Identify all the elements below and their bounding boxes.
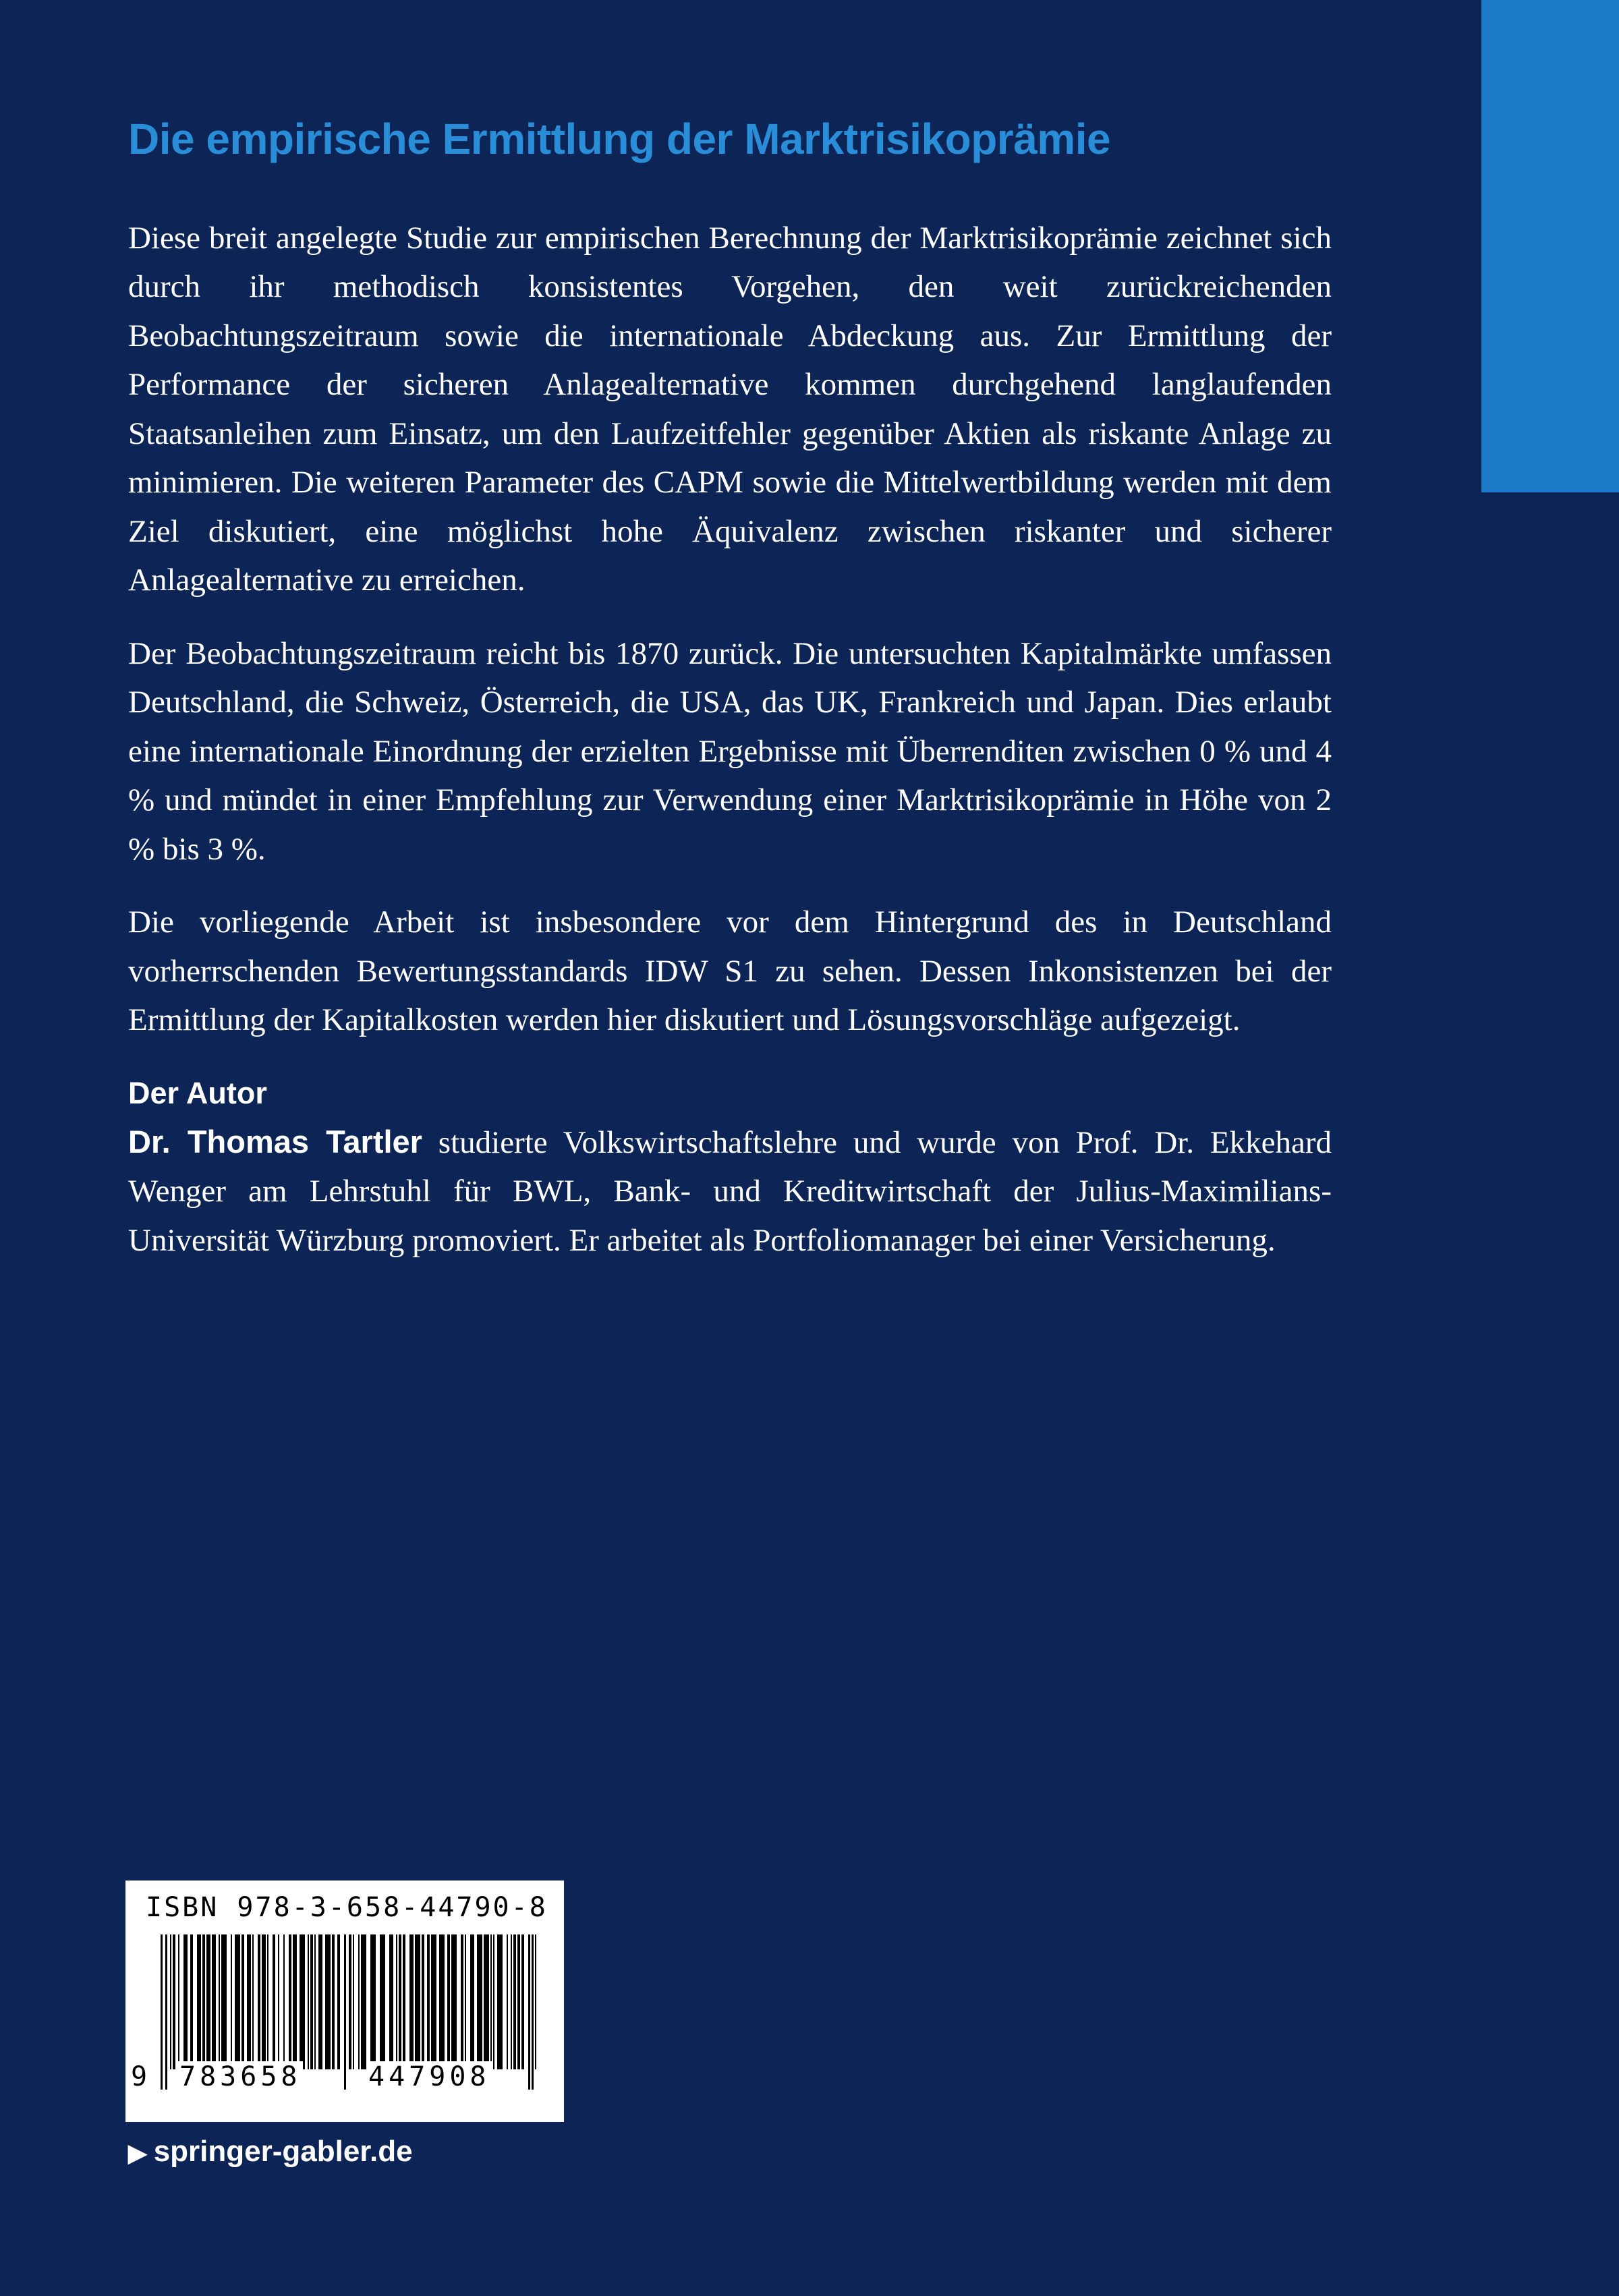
- barcode-bar: [247, 1934, 251, 2069]
- barcode-bar: [219, 1934, 220, 2069]
- barcode-bar: [258, 1934, 260, 2069]
- barcode-bar: [310, 1934, 313, 2069]
- publisher-website[interactable]: [128, 2131, 413, 2173]
- barcode-digits-group-1: 783658: [179, 2061, 302, 2092]
- barcode-bar: [325, 1934, 331, 2069]
- barcode-bar: [396, 1934, 397, 2069]
- barcode-bar: [507, 1934, 508, 2069]
- barcode-digits-group-2: 447908: [368, 2061, 490, 2092]
- barcode-bar: [337, 1934, 340, 2069]
- barcode-bar: [409, 1934, 414, 2069]
- barcode-bar: [202, 1934, 205, 2069]
- barcode-bar: [465, 1934, 466, 2069]
- barcode-bar: [535, 1934, 536, 2069]
- barcode-bar: [403, 1934, 405, 2069]
- barcode-bar: [278, 1934, 279, 2069]
- barcode-bar: [521, 1934, 524, 2069]
- isbn-barcode: [125, 1881, 564, 2122]
- accent-strip: [1481, 0, 1619, 492]
- barcode-bar: [183, 1934, 188, 2069]
- barcode-bar: [344, 1934, 346, 2090]
- barcode-bar: [293, 1934, 297, 2069]
- barcode-bar: [349, 1934, 351, 2069]
- barcode-bar: [358, 1934, 360, 2069]
- barcode-bar: [528, 1934, 530, 2090]
- back-cover-text: [128, 113, 1332, 1289]
- barcode-bar: [399, 1934, 401, 2069]
- description-paragraph-2: Der Beobachtungszeitraum reicht bis 1870 zurück. Die untersuchten Kapitalmärkte umfassen Deutschland, die Schweiz, Österreich, die USA, das UK, Frankreich und Japan. Dies erlaubt eine internationale Einordnung der erzielten Ergebnisse mit Überrenditen zwischen 0 % und 4 % und mündet in einer Empfehlung zur Verwendung einer Marktrisikoprämie in Höhe von 2 % bis 3 %.: [128, 635, 1332, 867]
- barcode-bar: [314, 1934, 316, 2069]
- barcode-bar: [197, 1934, 201, 2069]
- barcode-bar: [431, 1934, 436, 2069]
- barcode-bar: [190, 1934, 193, 2069]
- barcode-bar: [273, 1934, 275, 2069]
- isbn-label: ISBN 978-3-658-44790-8: [146, 1892, 548, 1923]
- barcode-bar: [451, 1934, 457, 2069]
- barcode-bar: [332, 1934, 335, 2069]
- barcode-bar: [490, 1934, 492, 2069]
- barcode-bar: [173, 1934, 175, 2069]
- barcode-bar: [484, 1934, 489, 2069]
- barcode-bar: [353, 1934, 354, 2069]
- barcode-bar: [422, 1934, 424, 2069]
- barcode-bar: [517, 1934, 520, 2069]
- barcode-bar: [427, 1934, 430, 2069]
- barcode-bar: [308, 1934, 309, 2069]
- barcode-bar: [447, 1934, 450, 2069]
- barcode-bar: [532, 1934, 534, 2090]
- author-bio: [128, 1118, 1332, 1265]
- author-heading: Der Autor: [128, 1075, 267, 1110]
- barcode-digit-first: 9: [131, 2061, 148, 2092]
- barcode-bar: [267, 1934, 268, 2069]
- barcode-bar: [380, 1934, 385, 2069]
- description-paragraph-3: Die vorliegende Arbeit ist insbesondere vor dem Hintergrund des in Deutschland vorherrschenden Bewertungsstandards IDW S1 zu sehen. Dessen Inkonsistenzen bei der Ermittlung der Kapitalkosten werden hier diskutiert und Lösungsvorschläge aufgezeigt.: [128, 905, 1332, 1038]
- barcode-bar: [361, 1934, 366, 2069]
- barcode-bar: [252, 1934, 254, 2069]
- barcode-bar: [415, 1934, 420, 2069]
- barcode-bar: [235, 1934, 240, 2069]
- barcode-bar: [170, 1934, 171, 2069]
- website-label: springer-gabler.de: [153, 2135, 413, 2168]
- description-paragraph-1: Diese breit angelegte Studie zur empirischen Berechnung der Marktrisikoprämie zeichnet sich durch ihr methodisch konsistentes Vorgehen, den weit zurückreichenden Beobachtungszeitraum sowie die internationale Abdeckung aus. Zur Ermittlung der Performance der sicheren Anlagealternative kommen durchgehend langlaufenden Staatsanleihen zum Einsatz, um den Laufzeitfehler gegenüber Aktien als riskante Anlage zu minimieren. Die weiteren Parameter des CAPM sowie die Mittelwertbildung werden mit dem Ziel diskutiert, eine möglichst hohe Äquivalenz zwischen riskanter und sicherer Anlagealternative zu erreichen.: [128, 220, 1332, 598]
- barcode-bar: [165, 1934, 167, 2090]
- book-title: Die empirische Ermittlung der Marktrisikoprämie: [128, 115, 1111, 163]
- barcode-bar: [497, 1934, 503, 2069]
- barcode-bar: [439, 1934, 445, 2069]
- barcode-bar: [283, 1934, 285, 2069]
- barcode-bar: [212, 1934, 216, 2069]
- barcode-bar: [231, 1934, 232, 2069]
- barcode-bar: [289, 1934, 291, 2069]
- barcode-bar: [178, 1934, 179, 2069]
- barcode-bar: [461, 1934, 463, 2069]
- barcode-bar: [389, 1934, 393, 2069]
- barcode-bar: [493, 1934, 494, 2069]
- triangle-right-icon: ▶: [128, 2139, 147, 2166]
- author-name: Dr. Thomas Tartler: [128, 1123, 422, 1159]
- barcode-bar: [300, 1934, 305, 2069]
- barcode-bar: [470, 1934, 474, 2069]
- barcode-bar: [511, 1934, 512, 2069]
- author-bio-text: studierte Volkswirtschaftslehre und wurde von Prof. Dr. Ekkehard Wenger am Lehrstuhl für BWL, Bank- und Kreditwirtschaft der Julius-Maximilians-Universität Würzburg promoviert. Er arbeitet als Portfoliomanager bei einer Versicherung.: [128, 1124, 1332, 1258]
- barcode-bar: [242, 1934, 244, 2069]
- barcode-bar: [477, 1934, 482, 2069]
- barcode-bar: [513, 1934, 516, 2069]
- barcode-bar: [206, 1934, 210, 2069]
- barcode-bar: [262, 1934, 266, 2069]
- barcode-bar: [161, 1934, 163, 2090]
- barcode-bar: [221, 1934, 227, 2069]
- barcode-bar: [370, 1934, 376, 2069]
- barcode-bar: [318, 1934, 322, 2069]
